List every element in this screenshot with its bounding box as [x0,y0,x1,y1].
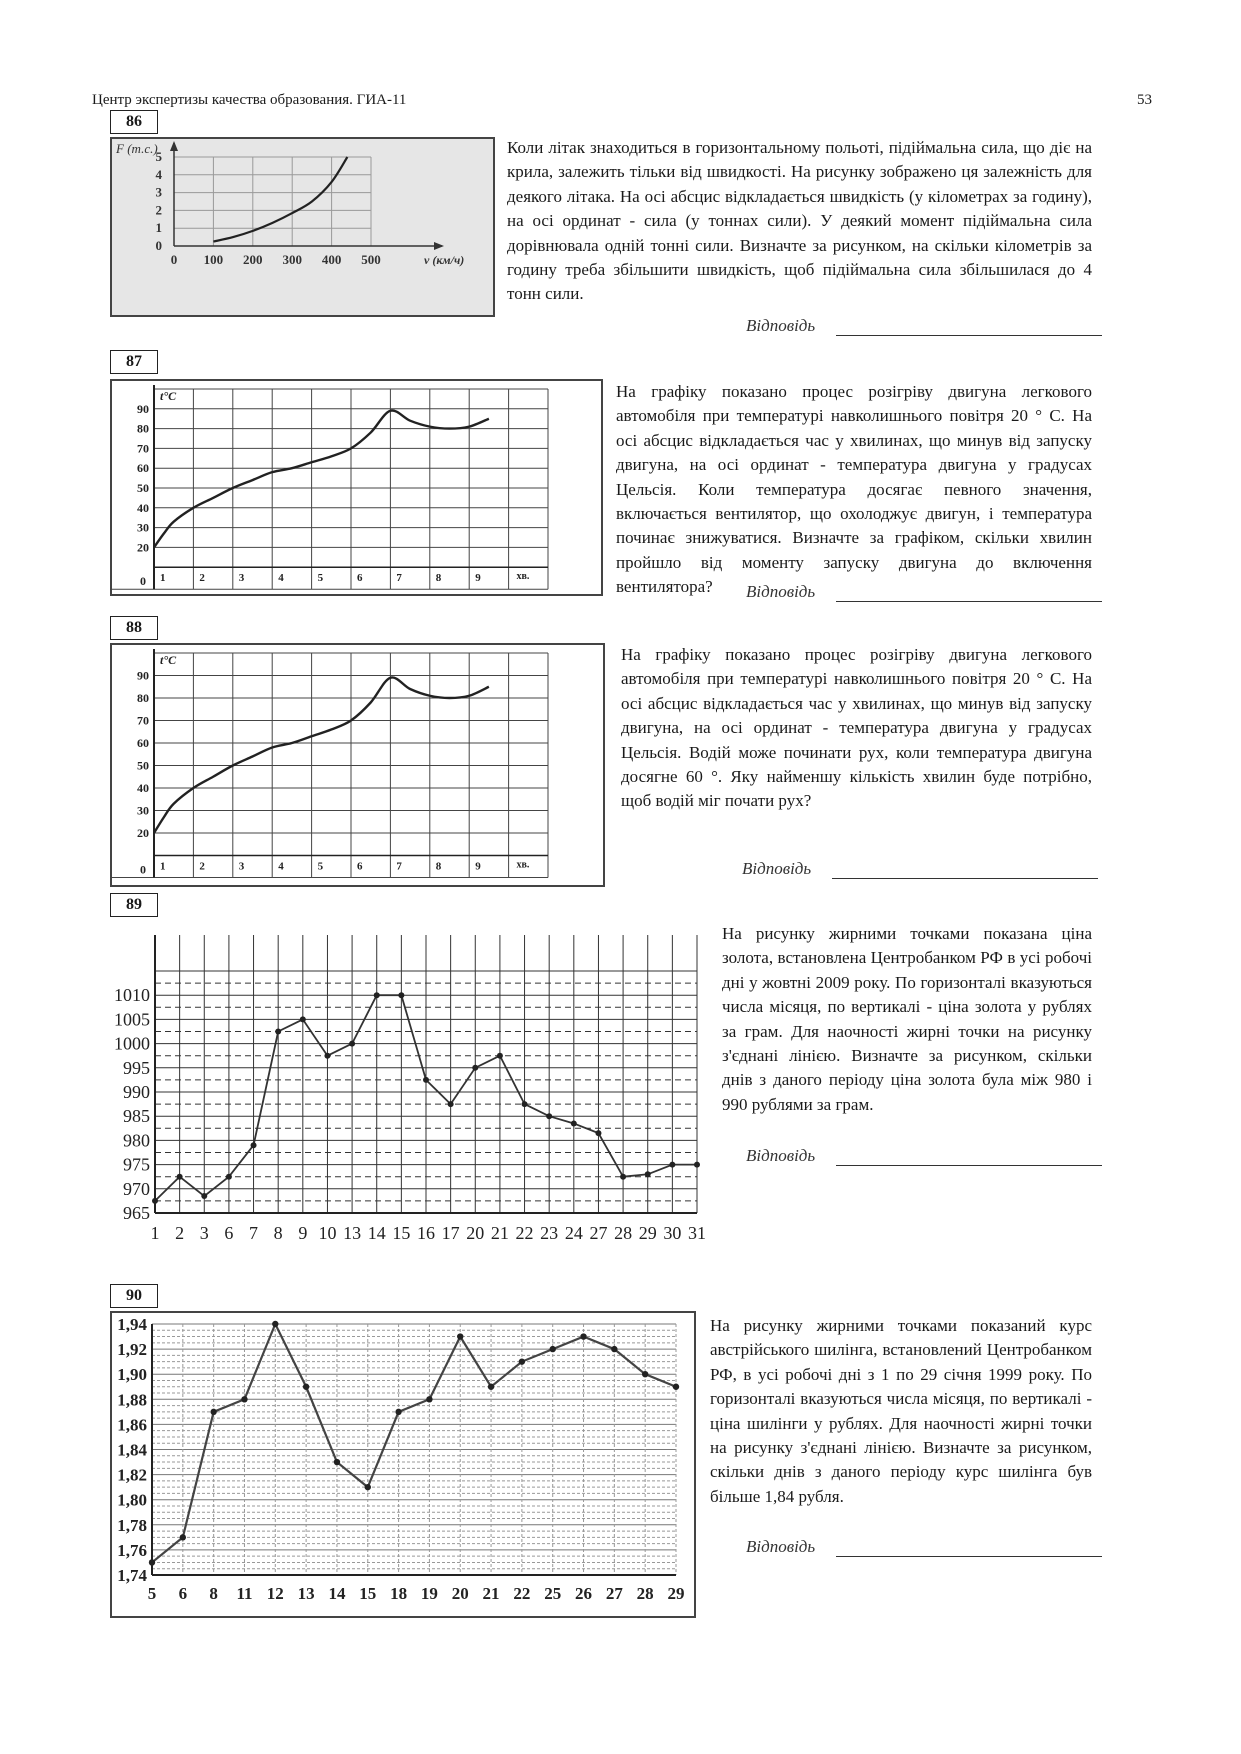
answer-label: Відповідь [746,316,816,335]
answer-line[interactable] [836,601,1102,602]
data-point [642,1371,648,1377]
y-tick-label: 1,94 [117,1315,147,1334]
x-tick-label: 4 [278,860,284,873]
y-tick-label: 30 [137,803,149,818]
data-point [272,1321,278,1327]
data-point [448,1101,454,1107]
x-tick-label: 5 [317,572,324,585]
data-point [334,1459,340,1465]
question-text: На графіку показано процес розігріву двигуна легкового автомобіля при температурі навколишнього повітря 20 ° С. На осі абсцис відкладається час у хвилинах, що минув від запуску двигуна, на осі ординат - температура двигуна у градусах Цельсія. Водій може починати рух, коли температура двигуна досягне 60 °. Яку найменшу кількість хвилин буде потрібно, щоб водій міг почати рух? [621,645,1092,811]
series-line [154,677,489,833]
y-tick-label: 1000 [114,1033,150,1054]
y-tick-label: 30 [137,520,149,535]
data-point [620,1174,626,1180]
x-tick-label: 29 [667,1584,685,1603]
x-tick-label: 22 [513,1584,531,1603]
x-tick-label: 6 [357,572,363,585]
data-point [645,1171,651,1177]
data-point [522,1101,528,1107]
x-tick-label: 3 [199,1223,209,1243]
answer-field[interactable] [746,582,815,602]
x-tick-label: 14 [328,1584,346,1603]
x-tick-label: 100 [203,252,224,267]
x-tick-label: 16 [417,1223,435,1243]
y-axis-title: t°C [160,389,177,403]
x-tick-label: 500 [361,252,381,267]
engine-temp-chart [112,381,601,594]
y-tick-label: 50 [137,758,149,773]
y-tick-label: 80 [137,691,149,705]
chart-90 [110,1311,696,1618]
x-tick-label: 24 [564,1223,583,1243]
shilling-rate-chart [112,1313,694,1616]
data-point [497,1053,503,1059]
y-tick-label: 1,74 [117,1566,147,1585]
data-point [395,1409,401,1415]
series-line [213,157,347,242]
x-tick-label: 12 [266,1584,284,1603]
data-point [324,1053,330,1059]
x-tick-label: 0 [140,862,146,877]
x-tick-label: 31 [688,1223,705,1243]
data-point [457,1333,463,1339]
series-line [154,411,489,548]
y-tick-label: 990 [123,1082,150,1102]
y-tick-label: 90 [137,401,149,416]
x-tick-label: 19 [420,1584,438,1603]
x-tick-label: 26 [575,1584,593,1603]
question-text: На рисунку жирними точками показана ціна золота, встановлена Центробанком РФ в усі робочі дні у жовтні 2009 року. По горизонталі вказуються числа місяця, по вертикалі - ціна золота у рублях за грам. Для наочності жирні точки на рисунку з'єднані лінією. Визначте за рисунком, скільки днів з даного періоду ціна золота була між 980 і 990 рублями за грам. [722,924,1092,1114]
y-tick-label: 4 [155,166,162,182]
x-tick-label: 20 [466,1223,485,1243]
data-point [580,1333,586,1339]
y-tick-label: 1,78 [117,1515,147,1535]
data-point [365,1484,371,1490]
data-point [251,1142,257,1148]
x-tick-label: 2 [199,572,205,585]
x-axis-title: v (км/ч) [424,253,465,267]
x-tick-label: 2 [199,860,205,873]
y-tick-label: 1,88 [117,1390,147,1410]
x-tick-label: 9 [475,860,481,873]
y-tick-label: 90 [137,668,149,683]
y-tick-label: 1,90 [117,1365,147,1385]
y-tick-label: 1,84 [117,1440,147,1460]
question-text: Коли літак знаходиться в горизонтальному польоті, підіймальна сила, що діє на крила, залежить тільки від швидкості. На рисунку зображено ця залежність для деякого літака. На осі абсцис відкладається швидкість (у кілометрах за годину), на осі ординат - сила (у тоннах сили). У деякий момент підіймальна сила дорівнювала одній тонні сили. Визначте за рисунком, на скільки кілометрів за годину треба збільшити швидкість, щоб підіймальна сила збільшилася до 4 тонн сили. [507,138,1092,304]
x-tick-label: 28 [636,1584,654,1603]
data-point [177,1174,183,1180]
x-tick-label: 11 [236,1584,253,1603]
data-point [149,1559,155,1565]
x-tick-label: 7 [249,1223,259,1243]
data-point [571,1120,577,1126]
y-tick-label: 70 [137,713,149,728]
x-tick-label: 29 [638,1223,657,1243]
x-tick-label: 7 [396,572,402,585]
data-point [300,1016,306,1022]
data-point [669,1162,675,1168]
lift-force-chart [112,139,493,315]
answer-label: Відповідь [746,582,816,601]
y-tick-label: 60 [137,461,149,476]
x-tick-label: 28 [614,1223,633,1243]
y-tick-label: 1,86 [117,1415,147,1435]
header-title: Центр экспертизы качества образования. ГИА-11 [92,92,407,108]
y-tick-label: 60 [137,736,149,750]
x-tick-label: 23 [540,1223,559,1243]
y-tick-label: 1 [155,220,162,236]
x-tick-label: 0 [170,252,178,267]
answer-line[interactable] [836,1165,1102,1166]
y-tick-label: 20 [137,540,149,555]
y-tick-label: 80 [137,421,149,436]
y-tick-label: 965 [123,1203,150,1223]
x-tick-label: 30 [663,1223,682,1243]
gold-price-chart [105,925,705,1247]
data-point [673,1384,679,1390]
y-tick-label: 0 [155,238,162,253]
data-point [226,1174,232,1180]
data-point [349,1041,355,1047]
answer-line[interactable] [832,878,1098,879]
x-tick-label: 400 [321,252,342,267]
y-tick-label: 1005 [114,1009,150,1030]
x-tick-label: 7 [396,860,402,873]
data-point [201,1193,207,1199]
answer-label: Відповідь [746,1537,816,1556]
x-tick-label: 21 [490,1223,509,1243]
question-number: 87 [110,350,158,374]
answer-field[interactable] [746,1146,815,1166]
x-tick-label: 3 [238,860,245,873]
data-point [398,992,404,998]
x-tick-label: 4 [278,572,284,585]
y-axis-title: F (т.с.) [116,141,158,156]
data-point [546,1113,552,1119]
data-point [595,1130,601,1136]
x-tick-label: 18 [390,1584,408,1603]
x-tick-label: 17 [441,1223,460,1243]
x-tick-label: 5 [317,860,324,873]
y-tick-label: 40 [137,500,149,515]
data-point [611,1346,617,1352]
answer-field[interactable] [746,316,815,336]
question-number: 90 [110,1284,158,1308]
answer-line[interactable] [836,1556,1102,1557]
x-tick-label: 8 [435,860,442,873]
answer-label: Відповідь [746,1146,816,1165]
question-number: 88 [110,616,158,640]
y-tick-label: 50 [137,481,149,495]
data-point [275,1029,281,1035]
y-axis-arrow [170,141,178,151]
y-tick-label: 985 [123,1106,150,1127]
question-number: 86 [110,110,158,134]
x-tick-label: 10 [318,1223,337,1243]
x-axis-arrow [434,242,444,250]
x-tick-label: 1 [150,1223,160,1243]
x-axis-title: хв. [516,571,530,583]
data-point [488,1384,494,1390]
x-tick-label: 13 [297,1584,315,1603]
engine-temp-chart [112,645,603,885]
x-tick-label: 8 [209,1584,218,1603]
chart-88 [110,643,605,887]
x-tick-label: 22 [515,1223,534,1243]
y-axis-title: t°C [160,653,177,667]
y-tick-label: 970 [123,1178,150,1199]
x-axis-title: хв. [516,859,530,871]
data-point [241,1396,247,1402]
y-tick-label: 995 [123,1057,150,1078]
question-text: На графіку показано процес розігріву двигуна легкового автомобіля при температурі навколишнього повітря 20 ° С. На осі абсцис відкладається час у хвилинах, що минув від запуску двигуна, на осі ординат - температура двигуна у градусах Цельсія. Коли температура досягає певного значення, включається вентилятор, що охолоджує двигун, і температура починає знижуватися. Визначте за графіком, скільки хвилин пройшло від моменту запуску двигуна до включення вентилятора? [616,382,1092,597]
question-text: На рисунку жирними точками показаний курс австрійського шилінга, встановлений Центробанком РФ, в усі робочі дні з 1 по 29 січня 1999 року. По горизонталі вказуються числа місяця, по вертикалі - ціна шилінги у рублях. Для наочності жирні точки на рисунку з'єднані лінією. Визначте за рисунком, скільки днів з даного періоду курс шилінга був більше 1,84 рубля. [710,1316,1092,1506]
data-point [374,992,380,998]
x-tick-label: 20 [451,1584,469,1603]
x-tick-label: 9 [475,572,481,585]
data-point [426,1396,432,1402]
y-tick-label: 20 [137,826,149,840]
chart-86 [110,137,495,317]
y-tick-label: 5 [155,149,162,164]
x-tick-label: 6 [224,1223,234,1243]
data-point [303,1384,309,1390]
data-point [180,1534,186,1540]
x-tick-label: 5 [147,1584,157,1603]
y-tick-label: 1,82 [117,1465,147,1485]
x-tick-label: 8 [435,572,442,585]
y-tick-label: 40 [137,781,149,795]
data-point [550,1346,556,1352]
x-tick-label: 1 [160,860,166,873]
x-tick-label: 0 [140,574,146,589]
x-tick-label: 15 [359,1584,377,1603]
x-tick-label: 1 [160,572,166,585]
page-number: 53 [1137,92,1152,108]
y-tick-label: 3 [155,184,162,200]
x-tick-label: 21 [482,1584,500,1603]
x-tick-label: 3 [238,572,245,585]
data-point [472,1065,478,1071]
data-point [210,1409,216,1415]
data-point [423,1077,429,1083]
y-tick-label: 1,92 [117,1340,147,1360]
x-tick-label: 27 [605,1584,623,1603]
x-tick-label: 13 [343,1223,362,1243]
y-tick-label: 1,80 [117,1490,147,1510]
x-tick-label: 200 [243,252,263,267]
answer-label: Відповідь [742,859,812,878]
y-tick-label: 1010 [114,985,150,1006]
x-tick-label: 300 [282,252,302,267]
data-point [152,1198,158,1204]
x-tick-label: 6 [357,860,363,873]
question-number: 89 [110,893,158,917]
data-point [519,1358,525,1364]
y-tick-label: 2 [155,202,162,218]
chart-87 [110,379,603,596]
x-tick-label: 14 [367,1223,386,1243]
x-tick-label: 27 [589,1223,608,1243]
x-tick-label: 15 [392,1223,411,1243]
y-tick-label: 975 [123,1154,150,1175]
x-tick-label: 25 [544,1584,562,1603]
y-tick-label: 980 [123,1130,150,1151]
x-tick-label: 8 [273,1223,283,1243]
x-tick-label: 2 [175,1223,185,1243]
answer-field[interactable] [742,859,811,879]
y-tick-label: 1,76 [117,1540,147,1560]
answer-line[interactable] [836,335,1102,336]
data-point [694,1162,700,1168]
answer-field[interactable] [746,1537,815,1557]
x-tick-label: 6 [178,1584,188,1603]
y-tick-label: 70 [137,441,149,456]
x-tick-label: 9 [298,1223,308,1243]
chart-89 [105,925,705,1247]
